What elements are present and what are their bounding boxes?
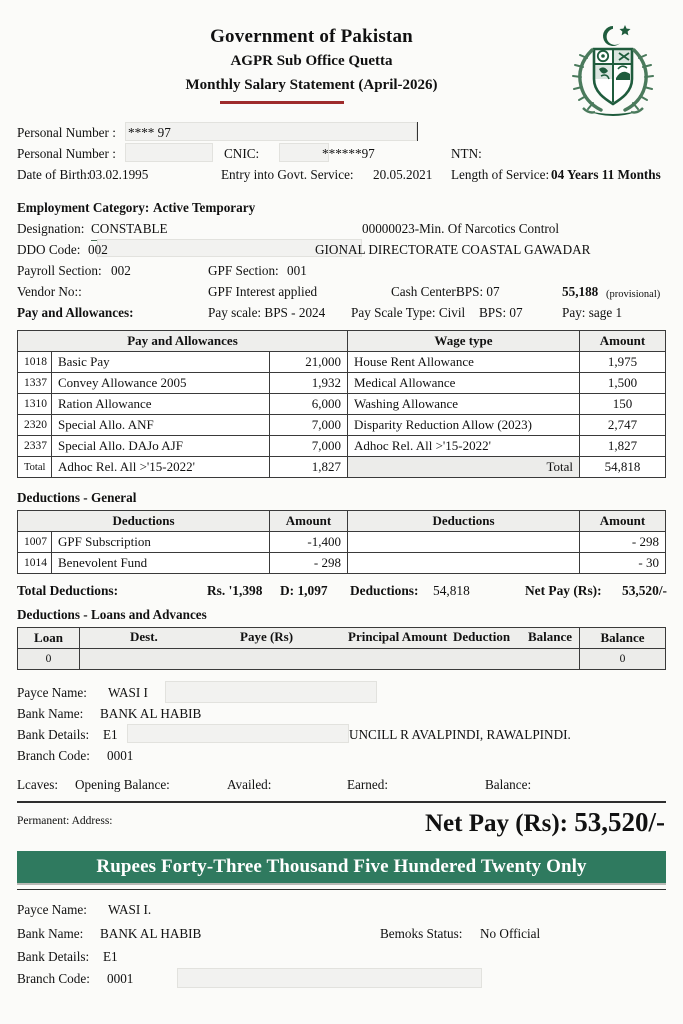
table-row	[18, 553, 666, 574]
pay-table-header-wage-type: Wage type	[348, 331, 580, 352]
footer-bank-details-row	[17, 946, 666, 968]
bank-details-label: Bank Details:	[17, 727, 90, 742]
pay-row-amount: 21,000	[270, 352, 348, 373]
table-row	[18, 649, 666, 670]
loans-advances-table	[17, 627, 666, 670]
section-divider	[17, 801, 666, 803]
deductions-gross-value: 54,818	[433, 583, 470, 598]
loans-header-paye: Paye (Rs)	[240, 628, 294, 644]
loan-row-middle	[80, 649, 580, 670]
wage-row-amount: 1,500	[580, 373, 666, 394]
office-title: AGPR Sub Office Quetta	[230, 53, 393, 69]
branch-address-value: UNCILL R AVALPINDI, RAWALPINDI.	[349, 727, 571, 742]
leaves-label: Lcaves:	[17, 777, 59, 792]
entry-label: Entry into Govt. Service:	[221, 167, 354, 182]
loans-section-title: Deductions - Loans and Advances	[17, 607, 207, 622]
deductions-header-left: Deductions	[18, 511, 270, 532]
d-value: D: 1,097	[280, 583, 328, 598]
table-row	[18, 532, 666, 553]
bank-name-value: BANK AL HABIB	[100, 706, 202, 721]
dob-value: 03.02.1995	[89, 167, 149, 182]
loans-table-wrap	[0, 627, 683, 670]
bank-details-block	[0, 682, 683, 795]
branch-code-label: Branch Code:	[17, 748, 90, 763]
personal-number-row-1	[17, 122, 666, 143]
payee-name-value: WASI I	[108, 685, 148, 700]
footer-details-value: E1	[103, 948, 118, 964]
summary-block	[0, 583, 683, 605]
bank-details-row	[17, 724, 666, 745]
deduction-row-name-right	[348, 553, 580, 574]
pakistan-state-emblem-icon	[561, 22, 665, 126]
footer-payee-value: WASI I.	[108, 901, 152, 917]
deduction-row-amount: -1,400	[270, 532, 348, 553]
gpf-section-label: GPF Section:	[208, 263, 279, 278]
cnic-value: ******97	[322, 146, 375, 161]
pay-total-name: Adhoc Rel. All >'15-2022'	[52, 457, 270, 478]
footer-branch-label: Branch Code:	[17, 970, 90, 986]
loans-header-balance: Balance	[528, 628, 573, 644]
wage-row-amount: 150	[580, 394, 666, 415]
gross-amount-note: (provisional)	[606, 289, 661, 300]
totals-summary-row	[17, 583, 666, 605]
deductions-header-right: Deductions	[348, 511, 580, 532]
organization-title: Government of Pakistan	[210, 26, 413, 47]
pay-table-header-row	[18, 331, 666, 352]
loans-header-loan: Loan	[18, 628, 80, 649]
employment-category-label: Employment Category:	[17, 200, 150, 215]
ministry-value: 00000023-Min. Of Narcotics Control	[362, 221, 560, 236]
pay-row-code: 1310	[18, 394, 52, 415]
pay-table-total-row	[18, 457, 666, 478]
pay-allowances-table-wrap	[0, 330, 683, 478]
deductions-header-row	[18, 511, 666, 532]
cnic-label: CNIC:	[224, 146, 260, 161]
deductions-general-table	[17, 510, 666, 574]
dob-label: Date of Birth:	[17, 167, 91, 182]
deduction-row-name: Benevolent Fund	[52, 553, 270, 574]
ddo-value: 002	[88, 242, 108, 257]
leaves-earned-label: Earned:	[347, 777, 389, 792]
pay-row-amount: 7,000	[270, 415, 348, 436]
payroll-section-value: 002	[111, 263, 131, 278]
pay-row-amount: 6,000	[270, 394, 348, 415]
length-of-service-value: 04 Years 11 Months	[551, 167, 661, 182]
table-row	[18, 436, 666, 457]
footer-payee-label: Payce Name:	[17, 901, 87, 917]
ddo-label: DDO Code:	[17, 242, 81, 257]
loans-header-dest: Dest.	[130, 628, 158, 644]
pay-row-code: 2337	[18, 436, 52, 457]
deductions-header-amount: Amount	[270, 511, 348, 532]
payee-name-row	[17, 682, 666, 703]
vendor-row	[17, 281, 666, 302]
wage-row-amount: 1,827	[580, 436, 666, 457]
pay-row-code: 1337	[18, 373, 52, 394]
cash-center-label: Cash Center:	[391, 284, 460, 299]
footer-bank-row	[17, 922, 666, 946]
pay-row-name: Convey Allowance 2005	[52, 373, 270, 394]
employment-category-value: Active Temporary	[153, 200, 256, 215]
table-row	[18, 394, 666, 415]
bank-name-row	[17, 703, 666, 724]
table-row	[18, 415, 666, 436]
loans-header-middle-group	[80, 628, 580, 649]
pay-table-header-left: Pay and Allowances	[18, 331, 348, 352]
personal-details-block	[0, 122, 683, 185]
net-pay-big-label: Net Pay (Rs):	[424, 809, 568, 837]
employment-details-block	[0, 197, 683, 323]
personal-number-value-1: **** 97	[128, 125, 171, 140]
pay-scale-type-value: Pay Scale Type: Civil	[351, 305, 466, 320]
service-dates-row	[17, 164, 666, 185]
footer-bank-value: BANK AL HABIB	[100, 925, 202, 941]
pay-scale-row	[17, 302, 666, 323]
gpf-section-value: 001	[287, 263, 307, 278]
deduction-row-name-right	[348, 532, 580, 553]
loans-header-row	[18, 628, 666, 649]
footer-branch-row	[17, 968, 666, 990]
wage-row-amount: 1,975	[580, 352, 666, 373]
length-of-service-label: Length of Service:	[451, 167, 550, 182]
employment-category-row	[17, 197, 666, 218]
gross-amount-value: 55,188	[562, 284, 599, 299]
deduction-row-amount-right: - 298	[580, 532, 666, 553]
footer-remarks-label: Bemoks Status:	[380, 925, 463, 941]
bps-value: BPS: 07	[479, 305, 523, 320]
bank-details-input[interactable]	[127, 724, 349, 743]
permanent-address-block	[0, 806, 683, 851]
deductions-gross-label: Deductions:	[350, 583, 419, 598]
pay-stage-value: Pay: sage 1	[562, 305, 623, 320]
text-cursor	[417, 122, 418, 141]
net-pay-big-value: 53,520/-	[574, 806, 665, 837]
pay-row-name: Special Allo. DAJo AJF	[52, 436, 270, 457]
pay-row-amount: 7,000	[270, 436, 348, 457]
pay-total-amount: 1,827	[270, 457, 348, 478]
wage-row-name: Medical Allowance	[348, 373, 580, 394]
statement-title: Monthly Salary Statement (April-2026)	[185, 77, 438, 93]
deductions-general-title: Deductions - General	[17, 490, 137, 505]
branch-code-row	[17, 745, 666, 766]
payee-name-input[interactable]	[165, 681, 377, 703]
wage-row-name: Washing Allowance	[348, 394, 580, 415]
designation-row	[17, 218, 666, 239]
wage-row-name: House Rent Allowance	[348, 352, 580, 373]
footer-branch-value: 0001	[107, 970, 134, 986]
loans-header-balance-right: Balance	[580, 628, 666, 649]
bank-name-label: Bank Name:	[17, 706, 84, 721]
total-deductions-label: Total Deductions:	[17, 583, 119, 598]
entry-value: 20.05.2021	[373, 167, 433, 182]
banner-shadow	[17, 883, 666, 885]
loans-header-principal: Principal Amount	[348, 628, 448, 644]
leaves-balance-label: Balance:	[485, 777, 532, 792]
wage-row-name: Disparity Reduction Allow (2023)	[348, 415, 580, 436]
payee-name-label: Payce Name:	[17, 685, 87, 700]
pay-table-header-amount: Amount	[580, 331, 666, 352]
vendor-label: Vendor No::	[17, 284, 82, 299]
loan-row-balance: 0	[580, 649, 666, 670]
pay-and-allowances-label: Pay and Allowances:	[17, 305, 134, 320]
loans-header-deduction: Deduction	[453, 628, 511, 644]
pay-row-name: Special Allo. ANF	[52, 415, 270, 436]
permanent-address-label: Permanent: Address:	[17, 814, 113, 827]
net-pay-label: Net Pay (Rs):	[525, 583, 602, 598]
footer-bank-block	[0, 898, 683, 990]
title-underline	[220, 101, 344, 104]
leaves-opening-balance-label: Opening Balance:	[75, 777, 170, 792]
wage-row-name: Adhoc Rel. All >'15-2022'	[348, 436, 580, 457]
leaves-row	[17, 774, 666, 795]
deductions-header-amount-right: Amount	[580, 511, 666, 532]
personal-number-input-2[interactable]	[125, 143, 213, 162]
net-pay-big	[425, 807, 665, 838]
ntn-label: NTN:	[451, 146, 482, 161]
total-deductions-value: Rs. '1,398	[207, 583, 263, 598]
designation-label: Designation:	[17, 221, 85, 236]
directorate-value: GIONAL DIRECTORATE COASTAL GAWADAR	[315, 242, 591, 257]
ddo-row	[17, 239, 666, 260]
pay-scale-value: Pay scale: BPS - 2024	[208, 305, 326, 320]
footer-bank-label: Bank Name:	[17, 925, 84, 941]
bank-details-value: E1	[103, 727, 118, 742]
footer-details-label: Bank Details:	[17, 948, 90, 964]
amount-in-words-banner: Rupees Forty-Three Thousand Five Hundered Twenty Only	[17, 851, 666, 883]
footer-payee-row	[17, 898, 666, 922]
gpf-interest-label: GPF Interest applied	[208, 284, 318, 299]
net-pay-value: 53,520/-	[622, 583, 668, 598]
leaves-availed-label: Availed:	[227, 777, 272, 792]
personal-number-label-2: Personal Number :	[17, 146, 116, 161]
deduction-row-name: GPF Subscription	[52, 532, 270, 553]
pay-row-amount: 1,932	[270, 373, 348, 394]
loan-row-loan: 0	[18, 649, 80, 670]
payroll-section-label: Payroll Section:	[17, 263, 102, 278]
table-row	[18, 373, 666, 394]
pay-row-code: 2320	[18, 415, 52, 436]
deductions-table-wrap	[0, 510, 683, 574]
pay-row-code: 1018	[18, 352, 52, 373]
personal-number-label-1: Personal Number :	[17, 125, 116, 140]
personal-number-row-2	[17, 143, 666, 164]
deduction-row-code: 1014	[18, 553, 52, 574]
document-header	[0, 0, 683, 104]
cash-center-bps: BPS: 07	[456, 284, 500, 299]
deduction-row-amount: - 298	[270, 553, 348, 574]
sections-row	[17, 260, 666, 281]
pay-allowances-table	[17, 330, 666, 478]
deduction-row-amount-right: - 30	[580, 553, 666, 574]
pay-row-name: Basic Pay	[52, 352, 270, 373]
branch-code-value: 0001	[107, 748, 134, 763]
wage-row-amount: 2,747	[580, 415, 666, 436]
footer-remarks-value: No Official	[480, 925, 541, 941]
pay-grand-total-amount: 54,818	[580, 457, 666, 478]
pay-total-label: Total	[348, 457, 580, 478]
pay-total-code: Total	[18, 457, 52, 478]
deduction-row-code: 1007	[18, 532, 52, 553]
footer-divider	[17, 889, 666, 890]
footer-branch-input[interactable]	[177, 968, 482, 988]
table-row	[18, 352, 666, 373]
designation-value: CONSTABLE	[91, 218, 168, 241]
pay-row-name: Ration Allowance	[52, 394, 270, 415]
